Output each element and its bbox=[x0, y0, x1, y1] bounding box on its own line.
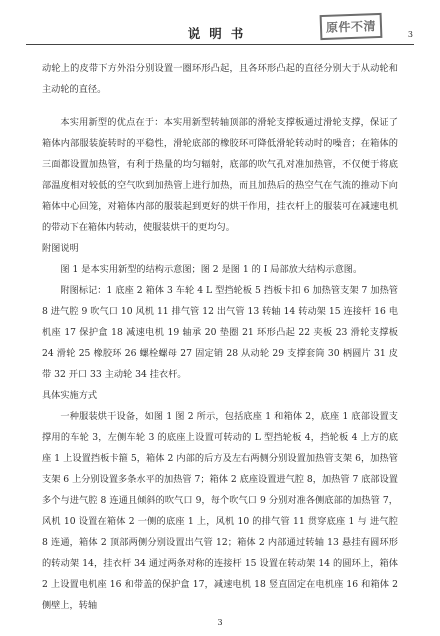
illegible-original-stamp: 原件不清 bbox=[320, 13, 383, 40]
paragraph-gap bbox=[42, 100, 398, 112]
section-heading-embodiment: 具体实施方式 bbox=[42, 390, 98, 401]
page-header bbox=[0, 0, 440, 52]
section-heading-figures: 附图说明 bbox=[42, 243, 79, 254]
footer-page-number: 3 bbox=[217, 618, 223, 627]
paragraph-figure-description: 图 1 是本实用新型的结构示意图；图 2 是图 1 的 I 局部放大结构示意图。 bbox=[60, 264, 363, 275]
document-body bbox=[42, 58, 398, 616]
paragraph-reference-labels: 附图标记：1 底座 2 箱体 3 车轮 4 L 型挡轮板 5 挡板卡扣 6 加热管支架 7 加热管 8 进气腔 9 吹气口 10 风机 11 排气管 12 出气管 13 转轴 14 转动架 15 连接杆 16 电机座 17 保护盒 18 减速电机 19 轴承 20 垫圈 21 环形凸起 22 夹板 23 滑轮支撑板 24 滑轮 25 橡胶环 26 螺栓螺母 27 固定销 28 从动轮 29 支撑套筒 30 柄圆片 31 皮带 32 开口 33 主动轮 34 挂衣杆。 bbox=[42, 285, 398, 380]
paragraph-advantages: 本实用新型的优点在于：本实用新型转轴顶部的滑轮支撑板通过滑轮支撑，保证了箱体内部服装旋转时的平稳性，滑轮底部的橡胶环可降低滑轮转动时的噪音；在箱体的三面都设置加热管，有利于热量的均匀辐射，底部的吹气孔对准加热管，不仅便于将底部温度相对较低的空气吹到加热管上进行加热，而且加热后的热空气在气流的推动下向箱体中心回笼，对箱体内部的服装起到更好的烘干作用，挂衣杆上的服装可在减速电机的带动下在箱体内转动，使服装烘干的更均匀。 bbox=[42, 117, 398, 233]
paragraph-continuation: 动轮上的皮带下方外沿分别设置一圈环形凸起，且各环形凸起的直径分别大于从动轮和主动轮的直径。 bbox=[42, 63, 398, 95]
header-page-number: 3 bbox=[407, 30, 413, 39]
paragraph-embodiment: 一种服装烘干设备，如图 1 图 2 所示，包括底座 1 和箱体 2，底座 1 底部设置支撑用的车轮 3，左侧车轮 3 的底座上设置可转动的 L 型挡轮板 4，挡轮板 4 上方的底座 1 上设置挡板卡箍 5，箱体 2 内部的后方及左右两侧分别设置加热管支架 6，加热管支架 6 上分别设置多条水平的加热管 7；箱体 2 底座设置进气腔 8，加热管 7 底部设置多个与进气腔 8 连通且倾斜的吹气口 9，每个吹气口 9 分别对准各侧底部的加热管 7，风机 10 设置在箱体 2 一侧的底座 1 上，风机 10 的排气管 11 贯穿底座 1 与 进气腔 8 连通，箱体 2 顶部两侧分别设置出气管 12；箱体 2 内部通过转轴 13 悬挂有圆环形的转动架 14，挂衣杆 34 通过两条对称的连接杆 15 设置在转动架 14 的圆环上，箱体 2 上设置电机座 16 和带盖的保护盒 17，减速电机 18 竖直固定在电机座 16 和箱体 2 侧壁上，转轴 bbox=[42, 411, 398, 611]
header-divider bbox=[26, 44, 414, 45]
document-title: 说明书 bbox=[187, 26, 253, 41]
